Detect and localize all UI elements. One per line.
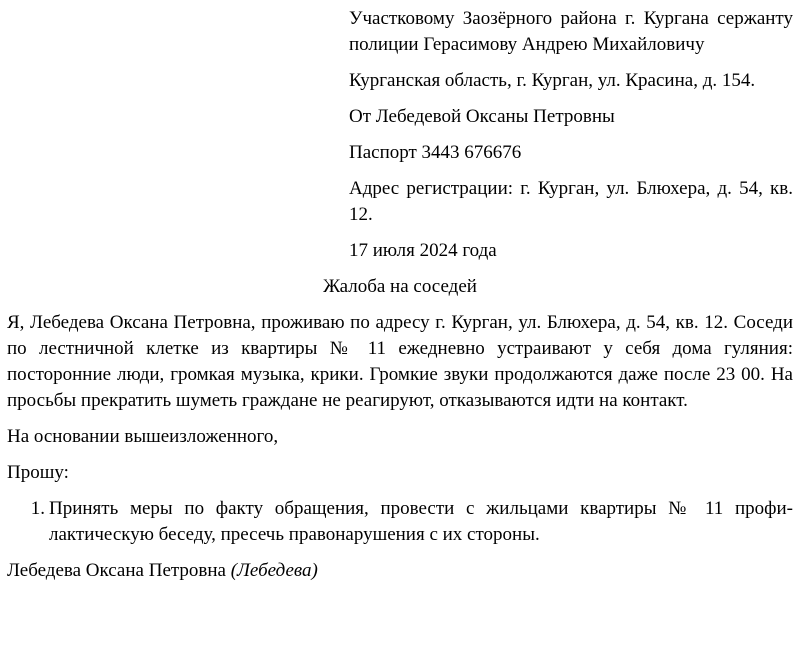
- sender-registration: Адрес регистрации: г. Курган, ул. Блюхера, д. 54, кв. 12.: [349, 178, 793, 225]
- request-item: [7, 496, 793, 548]
- signature-line: [7, 558, 793, 584]
- recipient-address: Курганская область, г. Курган, ул. Красина, д. 154.: [349, 70, 756, 91]
- request-text: Принять меры по факту обращения, провести с жильцами квартиры № 11 профилактическую беседу, пресечь правонарушения с их стороны.: [49, 498, 793, 545]
- complaint-paragraph: Я, Лебедева Оксана Петровна, проживаю по адресу г. Курган, ул. Блюхера, д. 54, кв. 12. Соседи по лестничной клетке из квартиры № 11 ежедневно устраивают у себя дома гуляния: посторонние люди, громкая музыка, крики. Громкие звуки продолжаются даже после 23 00. На просьбы прекратить шуметь граждане не реагируют, отказываются идти на контакт.: [7, 312, 793, 411]
- recipient-to: Участковому Заозёрного района г. Кургана сержанту полиции Герасимову Андрею Михайловичу: [349, 8, 793, 55]
- sender-passport: Паспорт 3443 676676: [349, 142, 522, 163]
- basis-line: На основании вышеизложенного,: [7, 426, 279, 447]
- complaint-document: [7, 0, 793, 584]
- request-list: [7, 496, 793, 548]
- document-title: Жалоба на соседей: [323, 276, 477, 297]
- request-number: 1.: [30, 498, 45, 519]
- recipient-block: [349, 6, 793, 264]
- document-date: 17 июля 2024 года: [349, 240, 497, 261]
- signature-name: Лебедева Оксана Петровна: [7, 560, 226, 581]
- sender-name: От Лебедевой Оксаны Петровны: [349, 106, 615, 127]
- request-heading: Прошу:: [7, 462, 69, 483]
- signature-handwritten: (Лебедева): [230, 560, 318, 581]
